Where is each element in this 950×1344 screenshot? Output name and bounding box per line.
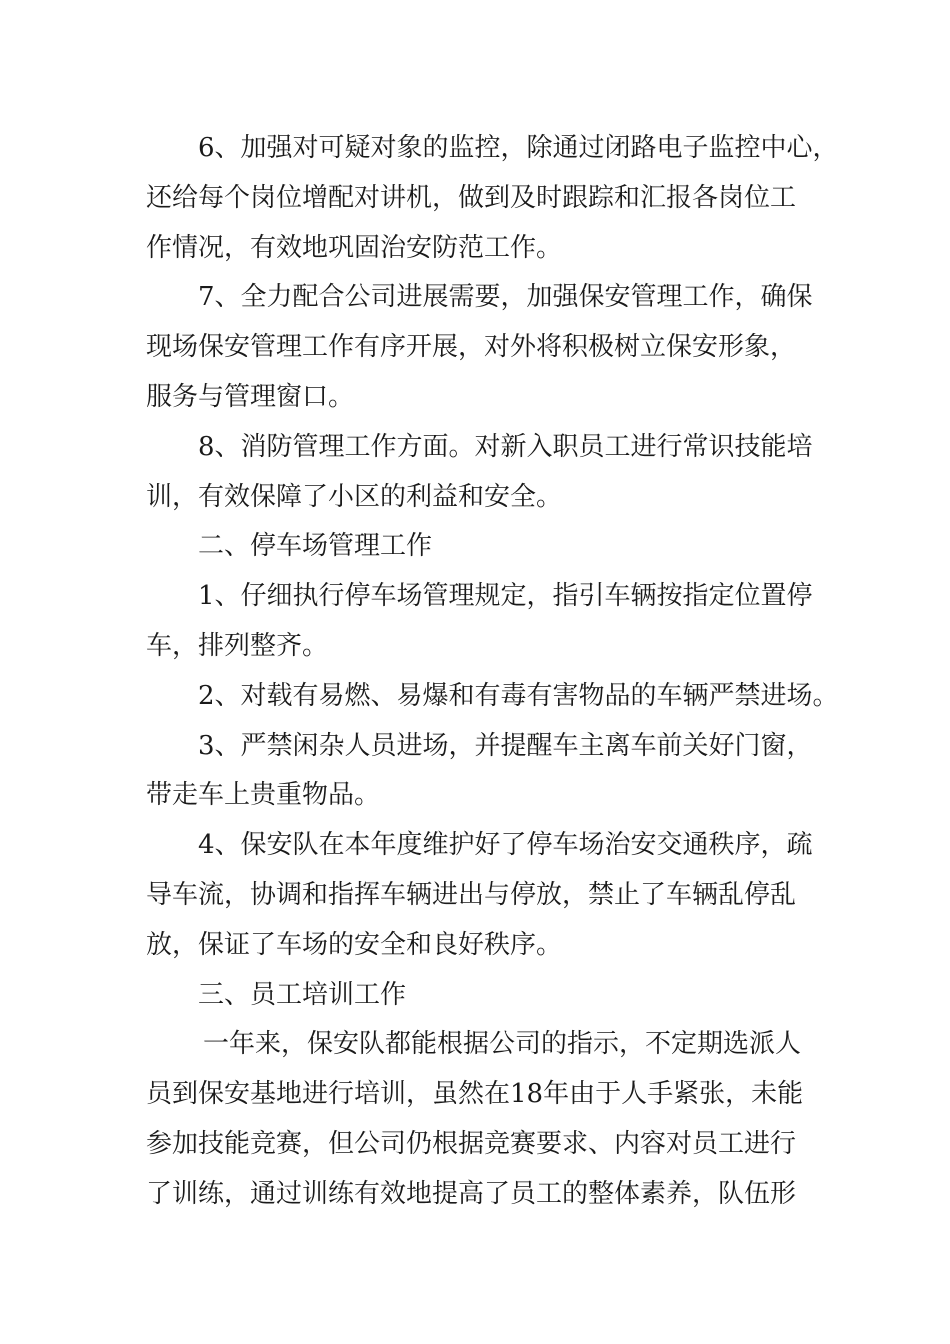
text-line: 了训练，通过训练有效地提高了员工的整体素养，队伍形 [146,1178,797,1209]
text-line: 员到保安基地进行培训，虽然在18年由于人手紧张，未能 [146,1079,804,1110]
text-line: 4、保安队在本年度维护好了停车场治安交通秩序，疏 [198,830,813,861]
text-line: 放，保证了车场的安全和良好秩序。 [146,929,563,960]
text-line: 导车流，协调和指挥车辆进出与停放，禁止了车辆乱停乱 [146,879,797,910]
text-line: 作情况，有效地巩固治安防范工作。 [146,232,563,263]
text-line: 2、对载有易燃、易爆和有毒有害物品的车辆严禁进场。 [198,680,839,711]
text-line: 1、仔细执行停车场管理规定，指引车辆按指定位置停 [198,581,813,612]
text-line: 现场保安管理工作有序开展，对外将积极树立保安形象， [146,332,797,363]
text-line: 一年来，保安队都能根据公司的指示，不定期选派人 [203,1029,802,1060]
text-line: 车，排列整齐。 [146,630,329,661]
text-line: 训，有效保障了小区的利益和安全。 [146,481,563,512]
text-line: 带走车上贵重物品。 [146,780,381,811]
text-line: 服务与管理窗口。 [146,381,355,412]
text-line: 3、严禁闲杂人员进场，并提醒车主离车前关好门窗， [198,730,813,761]
text-line: 8、消防管理工作方面。对新入职员工进行常识技能培 [198,431,813,462]
text-line: 7、全力配合公司进展需要，加强保安管理工作，确保 [198,282,813,313]
text-line: 还给每个岗位增配对讲机，做到及时跟踪和汇报各岗位工 [146,182,797,213]
text-line: 参加技能竞赛，但公司仍根据竞赛要求、内容对员工进行 [146,1128,797,1159]
text-line: 6、加强对可疑对象的监控，除通过闭路电子监控中心， [198,133,839,163]
document-body [146,124,839,1220]
section-heading: 三、员工培训工作 [198,979,407,1010]
section-heading: 二、停车场管理工作 [198,531,433,562]
